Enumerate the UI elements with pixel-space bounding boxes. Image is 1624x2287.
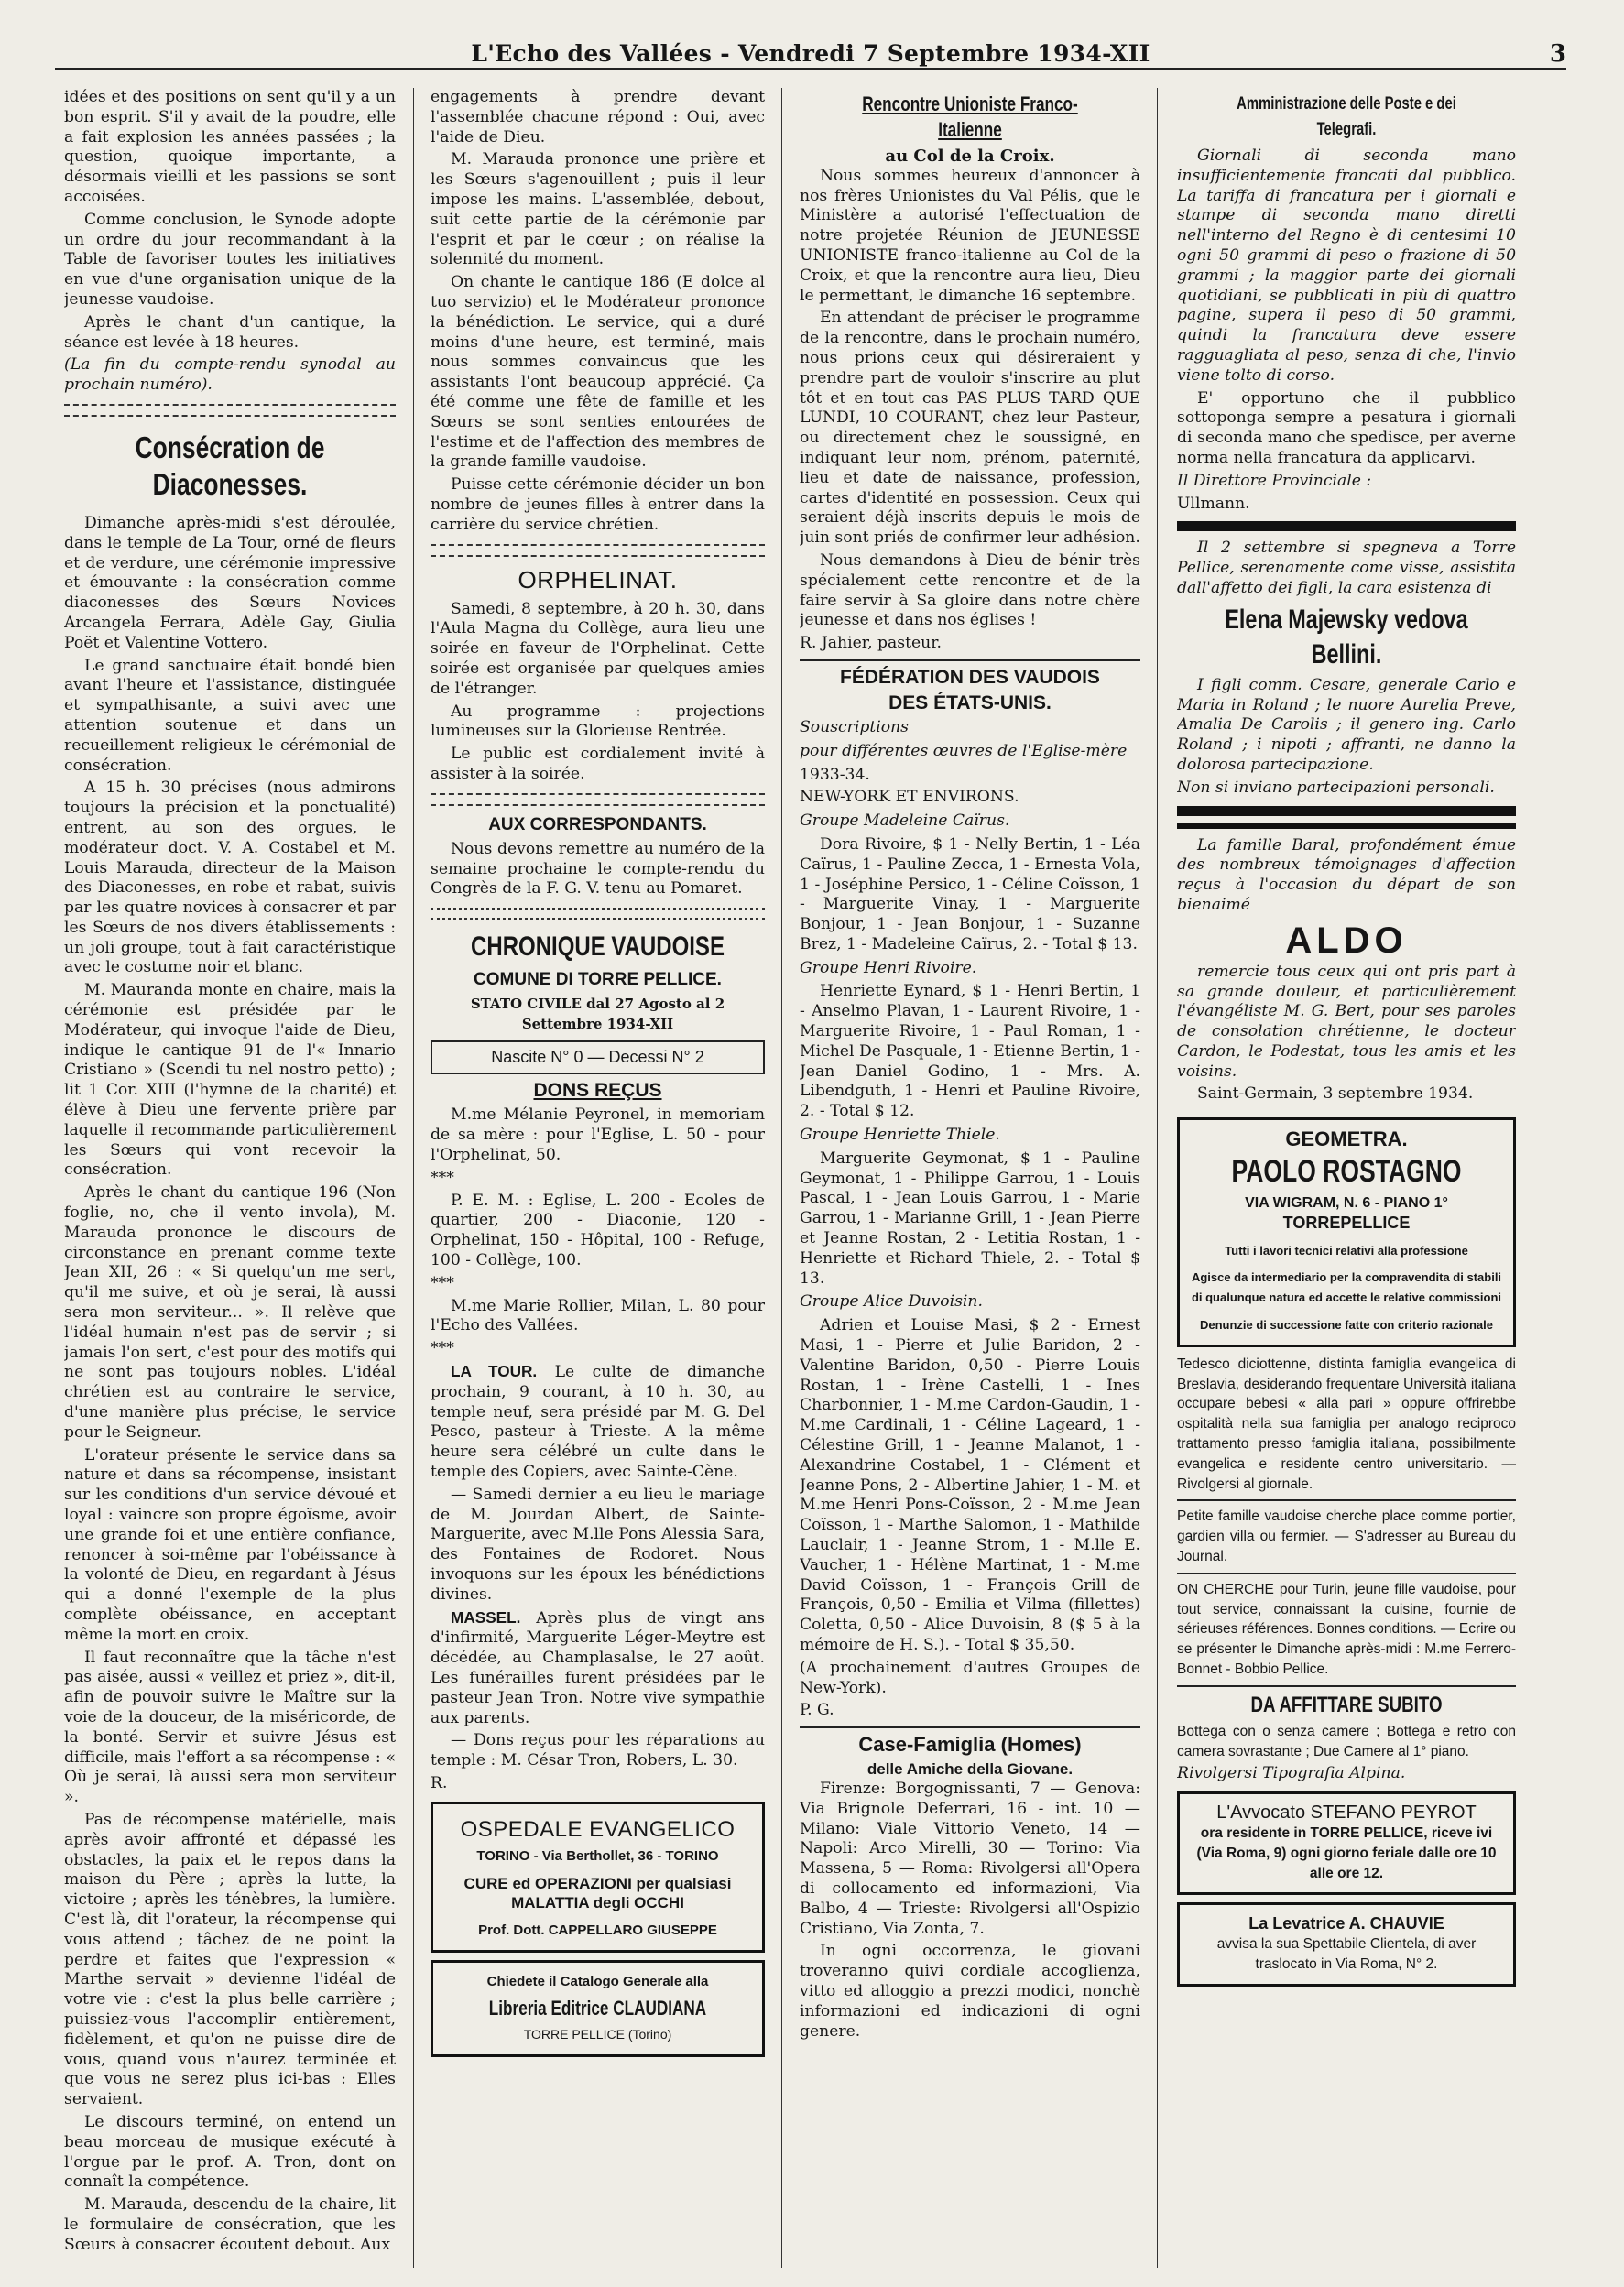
orphelinat-text: Au programme : projections lumineuses sur la Glorieuse Rentrée.	[431, 702, 765, 741]
article-paragraph: On chante le cantique 186 (E dolce al tuo servizio) et le Modérateur prononce la bénédiction. Le service, qui a duré moins d'une heure, est terminé, mais nous sommes convaincus que les assistants l'ont beaucoup apprécié. Ça été comme une fête de famille et les Sœurs se sont senties entourées de l'estime et de l'affection des membres de la grande famille vaudoise.	[431, 273, 765, 472]
baral-name: ALDO	[1285, 920, 1408, 961]
signature: R. Jahier, pasteur.	[800, 634, 943, 653]
correspondants-text: Nous devons remettre au numéro de la semaine prochaine le compte-rendu du Congrès de la F. G. V. tenu au Pomaret.	[431, 839, 765, 898]
souscriptions: Souscriptions	[800, 717, 909, 736]
case-sub: delle Amiche della Giovane.	[866, 1760, 1074, 1779]
black-rule	[1177, 521, 1516, 531]
black-rule	[1177, 823, 1516, 829]
geometra-line: Denunzie di successione fatte con criterio razionale	[1199, 1318, 1494, 1333]
federation-title: FÉDÉRATION DES VAUDOIS	[840, 666, 1100, 688]
ospedale-cure: CURE ed OPERAZIONI per qualsiasi MALATTIA degli OCCHI	[463, 1874, 732, 1912]
article-paragraph: Le discours terminé, on entend un beau morceau de musique exécuté à l'orgue par le prof. A. Tron, dont on connaît la compétence.	[64, 2112, 396, 2192]
levatrice-text: avvisa la sua Spettabile Clientela, di aver traslocato in Via Roma, N° 2.	[1216, 1936, 1477, 1972]
synod-continued: (La fin du compte-rendu synodal au prochain numéro).	[64, 355, 396, 395]
case-text: In ogni occorrenza, le giovani troveranno quivi cordiale accoglienza, vitto ed alloggio a prezzi modici, nonchè informazioni ed indicazioni di ogni genere.	[800, 1942, 1140, 2041]
death-note: Non si inviano partecipazioni personali.	[1177, 778, 1495, 797]
ospedale-title: OSPEDALE EVANGELICO	[460, 1816, 736, 1842]
rencontre-sub: au Col de la Croix.	[885, 147, 1055, 166]
rencontre-text: En attendant de préciser le programme de la rencontre, dans le prochain numéro, nous prions ceux qui désireraient y prendre part de vouloir s'inscrire au plut tôt et en tout cas PAS PLUS TARD QUE LUNDI, 10 COURANT, chez leur Pasteur, ou directement chez le soussigné, en indiquant leur nom, prénom, paternité, lieu et date de naissance, profession, cartes d'identité en possession. Ceux qui seraient déjà inscrits depuis le mois de juin sont priés de confirmer leur adhésion.	[800, 309, 1140, 548]
ospedale-address: TORINO - Via Berthollet, 36 - TORINO	[476, 1847, 719, 1864]
affittare-contact: Rivolgersi Tipografia Alpina.	[1177, 1764, 1406, 1783]
cherche-ad: ON CHERCHE pour Turin, jeune fille vaudoise, pour tout service, connaissant la cuisine, fournie de sérieuses références. Bonnes conditions. — Ecrire ou se présenter le Dimanche après-midi : M.me Ferrero-Bonnet - Bobbio Pellice.	[1177, 1581, 1516, 1678]
article-paragraph: engagements à prendre devant l'assemblée chacune répond : Oui, avec l'aide de Dieu.	[431, 88, 765, 147]
poste-text: Giornali di seconda mano insufficientemente francati dal pubblico. La tariffa di francatura per i giornali e stampe di seconda mano diretti nell'interno del Regno è di centesimi 10 ogni 50 grammi di peso o frazione di 50 grammi ; la maggior parte dei giornali quotidiani, se pubblicati in più di quattro pagine, supera il peso di 50 grammi, quindi la francatura deve essere ragguagliata al peso, senza di che, l'invio viene tolto di corso.	[1177, 147, 1516, 385]
article-paragraph: Puisse cette cérémonie décider un bon nombre de jeunes filles à entrer dans la carrière du service chrétien.	[431, 475, 765, 534]
death-name: Elena Majewsky vedova Bellini.	[1225, 604, 1468, 670]
geometra-city: TORREPELLICE	[1282, 1213, 1411, 1232]
page-header	[55, 40, 1566, 70]
article-paragraph: L'orateur présente le service dans sa nature et dans sa récompense, insistant sur les conditions d'un service dévoué et loyal : vaincre son propre égoïsme, avoir une grande foi et une entière confiance, renoncer à soi-même par l'obéissance à la volonté de Dieu, en regardant à Jésus qui a donné l'exemple de la plus complète obéissance, en acceptant même la mort en croix.	[64, 1445, 396, 1644]
column-4	[1177, 88, 1516, 2268]
page-number: 3	[1549, 40, 1566, 68]
chronique-title: CHRONIQUE VAUDOISE	[471, 931, 725, 963]
black-rule	[1177, 806, 1516, 816]
geometra-addr: VIA WIGRAM, N. 6 - PIANO 1°	[1245, 1195, 1448, 1212]
column-2	[431, 88, 765, 2268]
dons-separator: ***	[431, 1339, 454, 1358]
affittare-text: Bottega con o senza camere ; Bottega e retro con camera sovrastante ; Due Camere al 1° piano.	[1177, 1723, 1516, 1759]
baral-text: remercie tous ceux qui ont pris part à sa grande douleur, et particulièrement l'évangéliste M. G. Bert, pour ses paroles de consolation chrétienne, le docteur Cardon, le Podestat, tous les amis et les voisins.	[1177, 962, 1516, 1081]
orphelinat-title: ORPHELINAT.	[518, 565, 678, 594]
signature: Ullmann.	[1177, 494, 1250, 513]
latour-text: Le culte de dimanche prochain, 9 courant, à 10 h. 30, au temple neuf, sera présidé par M. G. Del Pesco, pasteur à Trieste. A la même heure sera célébré un culte dans le temple des Copiers, avec Sainte-Cène.	[431, 1363, 765, 1482]
poste-text: E' opportuno che il pubblico sottoponga sempre a pesatura i giornali di seconda mano che spedisce, per averne norma nella francatura da applicarvi.	[1177, 388, 1516, 467]
dons-entry: M.me Marie Rollier, Milan, L. 80 pour l'Echo des Vallées.	[431, 1296, 765, 1335]
geometra-line: Agisce da intermediario per la compravendita di stabili di qualunque natura ed accette le relative commissioni	[1191, 1270, 1502, 1305]
divider	[1177, 1685, 1516, 1687]
synod-text: Après le chant d'un cantique, la séance est levée à 18 heures.	[64, 312, 396, 352]
ospedale-prof: Prof. Dott. CAPPELLARO GIUSEPPE	[478, 1922, 717, 1939]
section-title: Consécration de Diaconesses.	[135, 430, 325, 501]
rencontre-text: Nous sommes heureux d'annoncer à nos frères Unionistes du Val Pélis, que le Ministère a autorisé l'effectuation de notre projetée Réunion de JEUNESSE UNIONISTE franco-italienne au Col de la Croix, et que la rencontre aura lieu, Dieu le permettant, le dimanche 16 septembre.	[800, 166, 1140, 305]
city: NEW-YORK ET ENVIRONS.	[800, 788, 1019, 807]
geometra-ad	[1177, 1117, 1516, 1347]
group-name: Groupe Alice Duvoisin.	[800, 1292, 983, 1312]
group-list: Marguerite Geymonat, $ 1 - Pauline Geymonat, 1 - Philippe Garrou, 1 - Louis Pascal, 1 - Jean Louis Garrou, 1 - Marie Garrou, 1 - Marianne Grill, 1 - Jean Pierre et Jeanne Rostan, 2 - Letitia Rostan, 1 - Henriette et Richard Thiele, 2. - Total $ 13.	[800, 1149, 1140, 1288]
nascite-box: Nascite N° 0 — Decessi N° 2	[431, 1040, 765, 1075]
article-paragraph: A 15 h. 30 précises (nous admirons toujours la précision et la ponctualité) entrent, au son des orgues, le modérateur doct. V. A. Costabel et M. Louis Marauda, directeur de la Maison des Diaconesses, en robe et rabat, suivis par les quatre novices à consacrer et par les Sœurs de nos divers établissements : un joli groupe, tout à fait caractéristique avec le costume noir et blanc.	[64, 779, 396, 977]
ornamental-divider	[431, 544, 765, 557]
year: 1933-34.	[800, 765, 870, 784]
ospedale-ad	[431, 1802, 765, 1953]
article-paragraph: Pas de récompense matérielle, mais après avoir affronté et dépassé les obstacles, la paix et le repos dans la maison du Père ; après la lutte, la victoire ; après les ténèbres, la lumière. C'est là, dit l'orateur, la récompense qui vous attend ; tâchez de ne point la perdre et faites que l'expression « Marthe servait » devienne l'idéal de votre vie : c'est la plus belle carrière ; puissiez-vous l'accomplir entièrement, fidèlement, et qu'on ne puisse dire de vous, quand vous n'aurez terminée et que vous ne serez plus ici-bas : Elles servaient.	[64, 1810, 396, 2109]
latour-text: — Samedi dernier a eu lieu le mariage de M. Jourdan Albert, de Sainte-Marguerite, avec M.lle Pons Alessia Sara, des Fontaines de Rodoret. Nous invoquons sur les époux les bénédictions divines.	[431, 1485, 765, 1604]
avvocato-ad	[1177, 1791, 1516, 1895]
rencontre-text: Nous demandons à Dieu de bénir très spécialement cette rencontre et de la faire servir à Sa gloire dans notre chère jeunesse et dans nos églises !	[800, 550, 1140, 630]
latour-label: LA TOUR.	[451, 1362, 538, 1381]
affittare-title: DA AFFITTARE SUBITO	[1250, 1692, 1443, 1717]
case-title: Case-Famiglia (Homes)	[858, 1733, 1082, 1757]
article-paragraph: Après le chant du cantique 196 (Non foglie, no, che il vento invola), M. Marauda prononce le discours de circonstance en prenant comme texte Jean XII, 26 : « Si quelqu'un me sert, qu'il me suive, et où je serai, là aussi sera mon serviteur... ». Il relève que l'idéal humain n'est pas de servir ; si jamais l'on sert, c'est pour des motifs qui ne sont pas toujours nobles. L'idéal chrétien est au contraire le service, d'une manière plus précise, le service pour le Seigneur.	[64, 1183, 396, 1442]
correspondants-title: AUX CORRESPONDANTS.	[488, 814, 707, 834]
divider	[1177, 1499, 1516, 1501]
death-text: I figli comm. Cesare, generale Carlo e Maria in Roland ; le nuore Aurelia Preve, Amalia De Carolis ; il genero ing. Carlo Roland ; i nipoti ; affranti, ne danno la dolorosa partecipazione.	[1177, 675, 1516, 774]
stato-civile: STATO CIVILE dal 27 Agosto al 2 Settembre 1934-XII	[470, 996, 725, 1032]
claudiana-city: TORRE PELLICE (Torino)	[523, 2026, 672, 2042]
group-list: Adrien et Louise Masi, $ 2 - Ernest Masi, 1 - Pierre et Julie Baridon, 2 - Valentine Baridon, 0,50 - Pierre Louis Rostan, 1 - Irène Castelli, 1 - Ines Charbonnier, 1 - M.me Cardon-Gaudin, 1 - M.me Cardinali, 1 - Céline Lageard, 1 - Célestine Grill, 1 - Jeanne Malanot, 1 - Alexandrine Costabel, 1 - Clément et Jeanne Pons, 2 - Albertine Jahier, 1 - M. et M.me Henri Pons-Coïsson, 2 - M.me Jean Coïsson, 1 - Marthe Salomon, 1 - Mathilde Lauclair, 1 - Jeanne Strom, 1 - M.lle E. Vaucher, 1 - Hélène Martinat, 1 - M.me David Coïsson, 1 - François Grill de François, 0,50 - Emilia et Vilma (fillettes) Coletta, 0,50 - Alice Duvoisin, 8 ($ 5 à la mémoire de H. S.). - Total $ 35,50.	[800, 1316, 1140, 1654]
baral-place: Saint-Germain, 3 septembre 1934.	[1197, 1084, 1474, 1104]
article-paragraph: Il faut reconnaître que la tâche n'est pas aisée, aussi « veillez et priez », dit-il, afin de pouvoir suivre le Maître sur la voie de la douceur, de la miséricorde, de la bonté. Servir et suivre Jésus est difficile, mais l'effort a sa récompense : « Où je serai, là aussi sera mon serviteur ».	[64, 1648, 396, 1807]
divider	[800, 1726, 1140, 1728]
signature: R.	[431, 1773, 448, 1792]
divider	[800, 659, 1140, 661]
massel-label: MASSEL.	[451, 1607, 521, 1627]
group-list: Henriette Eynard, $ 1 - Henri Bertin, 1 - Anselmo Plavan, 1 - Laurent Rivoire, 1 - Marguerite Rivoire, 1 - Paul Roman, 1 - Michel De Pasquale, 1 - Etienne Bertin, 1 - Jean Daniel Godino, 1 - Mrs. A. Libendguth, 1 - Henri et Pauline Rivoire, 2. - Total $ 12.	[800, 982, 1140, 1121]
geometra-name: PAOLO ROSTAGNO	[1231, 1154, 1462, 1190]
synod-text: Comme conclusion, le Synode adopte un ordre du jour recommandant à la Table de favoriser toutes les initiatives en vue d'une organisation unique de la jeunesse vaudoise.	[64, 210, 396, 309]
newspaper-title: L'Echo des Vallées - Vendredi 7 Septembre 1934-XII	[471, 40, 1150, 67]
dons-entry: M.me Mélanie Peyronel, in memoriam de sa mère : pour l'Eglise, L. 50 - pour l'Orphelinat, 50.	[431, 1105, 765, 1165]
death-intro: Il 2 settembre si spegneva a Torre Pellice, serenamente come visse, assistita dall'affetto dei figli, la cara esistenza di	[1177, 539, 1516, 597]
claudiana-ad	[431, 1960, 765, 2057]
souscriptions-sub: pour différentes œuvres de l'Eglise-mère	[800, 741, 1128, 760]
ornamental-divider	[431, 793, 765, 806]
article-paragraph: Le grand sanctuaire était bondé bien avant l'heure et l'assistance, distinguée et sympathisante, a suivi avec une attention soutenue et dans un recueillement religieux le cérémonial de consécration.	[64, 656, 396, 775]
massel-text: — Dons reçus pour les réparations au temple : M. César Tron, Robers, L. 30.	[431, 1731, 765, 1770]
dons-separator: ***	[431, 1273, 454, 1292]
column-divider	[1157, 88, 1158, 2268]
group-name: Groupe Henriette Thiele.	[800, 1126, 1000, 1145]
column-3	[800, 88, 1140, 2268]
group-name: Groupe Henri Rivoire.	[800, 958, 977, 977]
column-divider	[781, 88, 782, 2268]
diaconesses-article	[64, 514, 396, 2256]
rencontre-title: Rencontre Unioniste Franco-Italienne	[862, 93, 1078, 141]
claudiana-name: Libreria Editrice CLAUDIANA	[488, 1996, 707, 2020]
ornamental-divider	[431, 908, 765, 920]
divider	[1177, 1573, 1516, 1574]
column-divider	[413, 88, 414, 2268]
orphelinat-text: Le public est cordialement invité à assister à la soirée.	[431, 745, 765, 783]
comune-title: COMUNE DI TORRE PELLICE.	[474, 970, 722, 990]
federation-title: DES ÉTATS-UNIS.	[888, 692, 1052, 713]
dons-title: DONS REÇUS	[533, 1080, 662, 1102]
article-paragraph: M. Marauda, descendu de la chaire, lit le formulaire de consécration, que les Sœurs à consacrer écoutent debout. Aux	[64, 2195, 396, 2254]
group-list: Dora Rivoire, $ 1 - Nelly Bertin, 1 - Léa Caïrus, 1 - Pauline Zecca, 1 - Ernesta Vola, 1 - Joséphine Persico, 1 - Céline Coïsson, 1 - Marguerite Vinay, 1 - Marguerite Bonjour, 1 - Jean Bonjour, 1 - Suzanne Brez, 1 - Madeleine Caïrus, 2. - Total $ 13.	[800, 834, 1140, 953]
synod-text: idées et des positions on sent qu'il y a un bon esprit. S'il y avait de la poudre, elle a fait explosion les années passées ; la question, quoique importante, a désormais vieilli et les passions se sont accoisées.	[64, 88, 396, 206]
signature: Il Direttore Provinciale :	[1177, 471, 1372, 490]
article-paragraph: Dimanche après-midi s'est déroulée, dans le temple de La Tour, orné de fleurs et de verdure, une cérémonie impressive et émouvante : la consécration comme diaconesses des Sœurs Novices Arcangela Ferrara, Adèle Gay, Giulia Poët et Valentine Vottero.	[64, 513, 396, 652]
massel-text: Après plus de vingt ans d'infirmité, Marguerite Léger-Meytre est décédée, au Champlasalse, le 27 août. Les funérailles furent présidées par le pasteur Jean Tron. Notre vive sympathie aux parents.	[431, 1608, 765, 1727]
avvocato-text: ora residente in TORRE PELLICE, riceve ivi (Via Roma, 9) ogni giorno feriale dalle ore 10 alle ore 12.	[1196, 1825, 1497, 1881]
poste-title: Amministrazione delle Poste e dei Telegrafi.	[1237, 94, 1456, 139]
geometra-line: Tutti i lavori tecnici relativi alla professione	[1225, 1243, 1468, 1258]
avvocato-title: L'Avvocato STEFANO PEYROT	[1216, 1802, 1477, 1824]
dons-separator: ***	[431, 1168, 454, 1187]
federation-end: (A prochainement d'autres Groupes de New-York).	[800, 1658, 1140, 1697]
claudiana-line: Chiedete il Catalogo Generale alla	[486, 1973, 709, 1989]
article-paragraph: M. Mauranda monte en chaire, mais la cérémonie est présidée par le Modérateur, qui invoque l'aide de Dieu, indique le cantique 91 de l'« Innario Cristiano » (Scendi tu nel nostro petto) ; lit 1 Cor. XIII (l'hymne de la charité) et élève à Dieu une fervente prière par laquelle il recommande particulièrement les Sœurs qui vont recevoir la consécration.	[64, 981, 396, 1180]
signature: P. G.	[800, 1701, 834, 1720]
case-text: Firenze: Borgognissanti, 7 — Genova: Via Brignole Deferrari, 16 - int. 10 — Milano: Viale Vittorio Veneto, 14 — Napoli: Arco Mirelli, 30 — Torino: Via Massena, 5 — Roma: Rivolgersi all'Opera di collocamento ed informazioni, Via Balbo, 4 — Trieste: Rivolgersi all'Ospizio Cristiano, Via Zonta, 7.	[800, 1779, 1140, 1938]
levatrice-ad	[1177, 1902, 1516, 1986]
tedesco-ad: Tedesco diciottenne, distinta famiglia evangelica di Breslavia, desiderando frequentare Università italiana occupare bebesi « alla pari » oppure offrirebbe ospitalità nella sua famiglia per analogo reciproco trattamento presso famiglia italiana, possibilmente evangelica e residente centro universitario. — Rivolgersi al giornale.	[1177, 1356, 1516, 1492]
baral-text: La famille Baral, profondément émue des nombreux témoignages d'affection reçus à l'occasion du départ de son bienaimé	[1177, 835, 1516, 914]
dons-entry: P. E. M. : Eglise, L. 200 - Ecoles de quartier, 200 - Diaconie, 120 - Orphelinat, 150 - Hôpital, 100 - Refuge, 100 - Collège, 100.	[431, 1191, 765, 1270]
orphelinat-text: Samedi, 8 septembre, à 20 h. 30, dans l'Aula Magna du Collège, aura lieu une soirée en faveur de l'Orphelinat. Cette soirée est organisée par quelques amies de l'étranger.	[431, 599, 765, 698]
ornamental-divider	[64, 404, 396, 417]
petite-ad: Petite famille vaudoise cherche place comme portier, gardien villa ou fermier. — S'adresser au Bureau du Journal.	[1177, 1508, 1516, 1565]
levatrice-title: La Levatrice A. CHAUVIE	[1248, 1914, 1444, 1933]
column-1	[64, 88, 396, 2268]
geometra-title: GEOMETRA.	[1285, 1127, 1408, 1151]
group-name: Groupe Madeleine Caïrus.	[800, 811, 1010, 831]
article-paragraph: M. Marauda prononce une prière et les Sœurs s'agenouillent ; puis il leur impose les mains. L'assemblée, debout, suit cette partie de la cérémonie par l'esprit et par le cœur ; on réalise la solennité du moment.	[431, 150, 765, 269]
